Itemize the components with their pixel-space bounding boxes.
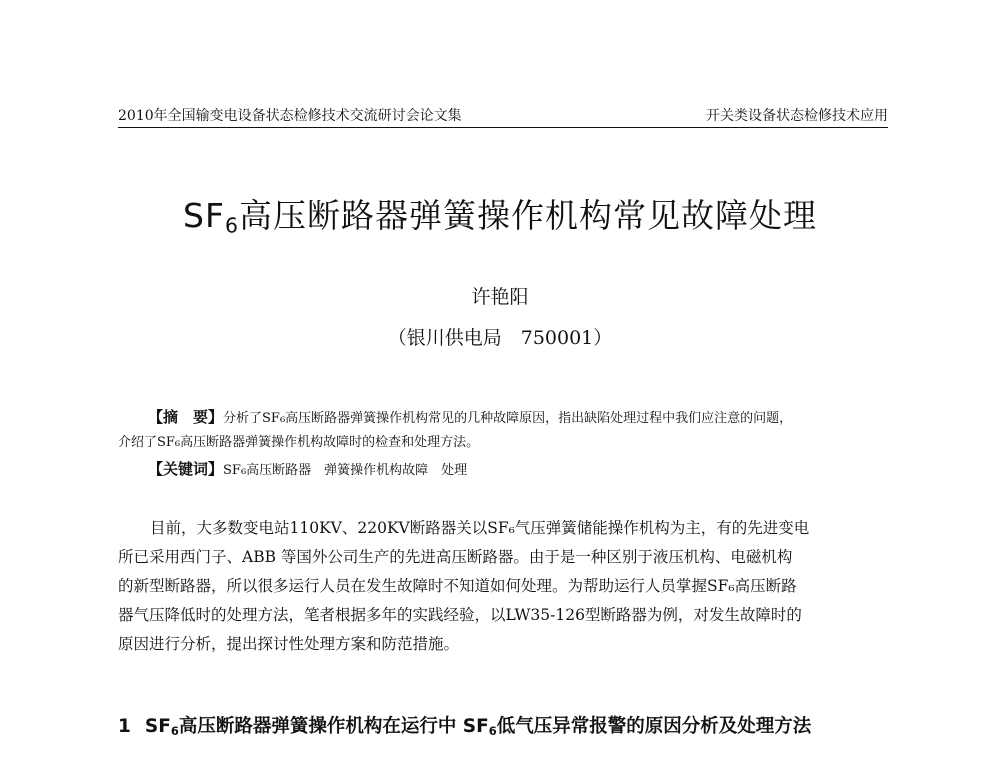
abstract-block <box>118 405 888 483</box>
body-line-1: 目前，大多数变电站110KV、220KV断路器关以SF₆气压弹簧储能操作机构为主，有的先进变电 <box>150 519 810 537</box>
body-line-5: 原因进行分析，提出探讨性处理方案和防范措施。 <box>118 635 460 653</box>
author-name: 许艳阳 <box>471 286 529 308</box>
keywords-line <box>118 457 888 483</box>
section-part-2: 高压断路器弹簧操作机构在运行中 SF <box>178 716 489 737</box>
section-part-1: SF <box>144 716 171 737</box>
section-sub-2: 6 <box>488 724 497 739</box>
abstract-label: 【摘 要】 <box>148 408 224 426</box>
paper-title <box>0 192 1000 250</box>
section-number: 1 <box>118 716 131 737</box>
keywords-text: SF₆高压断路器 弹簧操作机构故障 处理 <box>223 463 468 478</box>
abstract-text-1: 分析了SF₆高压断路器弹簧操作机构常见的几种故障原因，指出缺陷处理过程中我们应注意的问题， <box>223 411 793 426</box>
intro-paragraph <box>118 514 888 659</box>
body-line-4: 器气压降低时的处理方法，笔者根据多年的实践经验，以LW35-126型断路器为例，对发生故障时的 <box>118 606 802 624</box>
section-sub-1: 6 <box>170 724 179 739</box>
keywords-label: 【关键词】 <box>148 460 224 478</box>
abstract-line-1 <box>118 405 888 431</box>
author-affiliation: （银川供电局 750001） <box>387 327 613 349</box>
abstract-line-2: 介绍了SF₆高压断路器弹簧操作机构故障时的检查和处理方法。 <box>118 435 480 450</box>
running-head <box>118 105 888 128</box>
section-part-3: 低气压异常报警的原因分析及处理方法 <box>496 716 812 737</box>
section-heading <box>118 712 918 746</box>
title-prefix: SF <box>183 196 225 235</box>
body-line-3: 的新型断路器，所以很多运行人员在发生故障时不知道如何处理。为帮助运行人员掌握SF₆高压断路 <box>118 577 797 595</box>
title-rest: 高压断路器弹簧操作机构常见故障处理 <box>238 196 817 235</box>
running-head-left: 2010年全国输变电设备状态检修技术交流研讨会论文集 <box>118 108 462 124</box>
title-subscript: 6 <box>224 213 239 238</box>
running-head-right: 开关类设备状态检修技术应用 <box>706 108 888 124</box>
body-line-2: 所已采用西门子、ABB 等国外公司生产的先进高压断路器。由于是一种区别于液压机构、电磁机构 <box>118 548 793 566</box>
